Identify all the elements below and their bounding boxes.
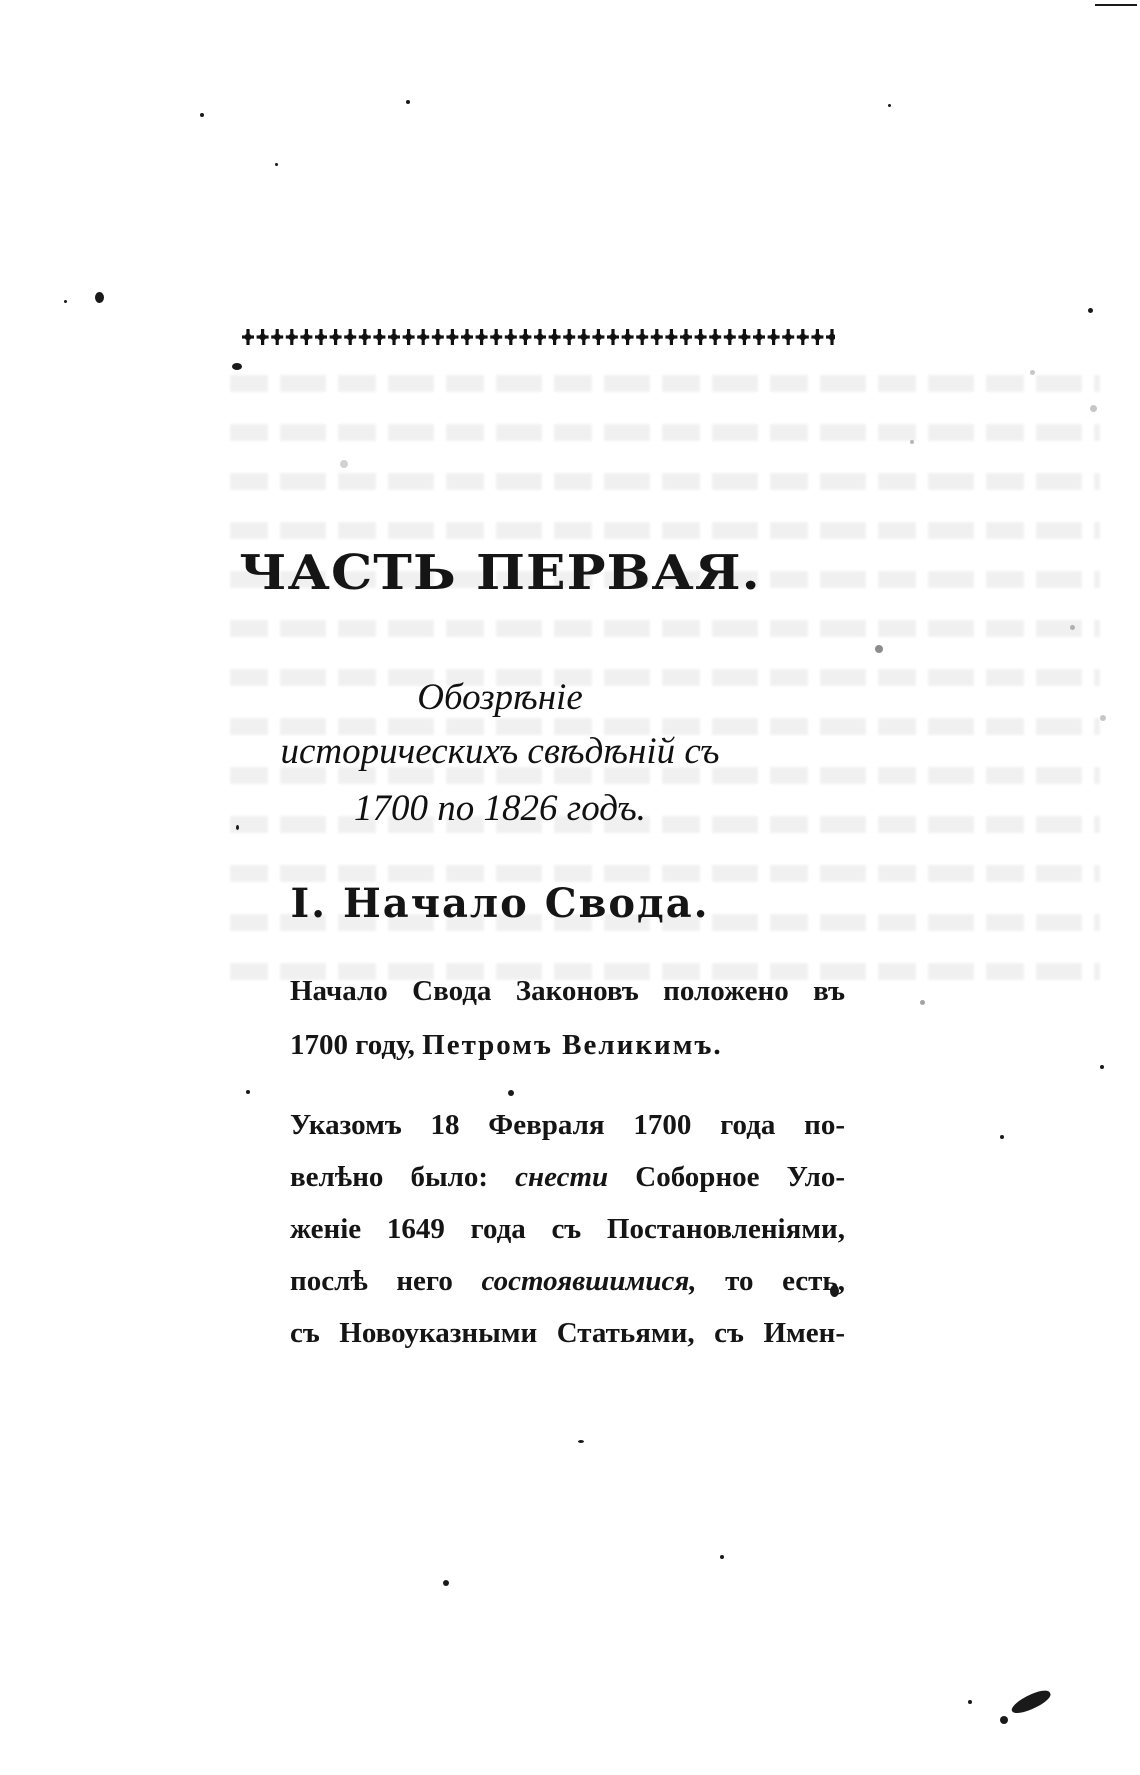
ornament-glyph (388, 329, 400, 345)
paragraph-1-line-1: Начало Свода Законовъ положено въ (290, 975, 845, 1007)
ornament-glyph (330, 329, 342, 345)
ornament-glyph (549, 329, 561, 345)
speck (1030, 370, 1035, 375)
part-title: ЧАСТЬ ПЕРВАЯ. (239, 545, 761, 601)
ornament-glyph (373, 329, 385, 345)
ornament-glyph (811, 329, 823, 345)
speck (95, 292, 104, 303)
ornament-glyph (578, 329, 590, 345)
ornament-glyph (622, 329, 634, 345)
ornament-glyph (432, 329, 444, 345)
speck (200, 113, 204, 117)
speck (64, 300, 67, 303)
paragraph-2-line-4 (290, 1263, 845, 1299)
ornament-glyph (505, 329, 517, 345)
speck (1090, 405, 1097, 412)
speck (508, 1090, 514, 1096)
show-through-text (230, 375, 1100, 1075)
speck (1000, 1716, 1008, 1724)
subtitle-line-1: Обозрѣніе (417, 677, 583, 718)
paragraph-2-text: послѣ него (290, 1265, 453, 1297)
emphasized-name: Петромъ Великимъ. (422, 1029, 723, 1061)
speck (920, 1000, 925, 1005)
speck (1100, 715, 1106, 721)
ornament-glyph (257, 329, 269, 345)
ornament-glyph (651, 329, 663, 345)
ornament-glyph (461, 329, 473, 345)
ornament-glyph (476, 329, 488, 345)
ornament-glyph (768, 329, 780, 345)
speck (232, 363, 242, 370)
speck (406, 100, 410, 104)
ornament-glyph (519, 329, 531, 345)
paragraph-2-text: то есть, (725, 1265, 846, 1297)
ornament-glyph (695, 329, 707, 345)
speck (1088, 308, 1093, 313)
ornament-glyph (826, 329, 835, 345)
emphasized-word: состоявшимися, (481, 1265, 697, 1297)
speck (1000, 1135, 1004, 1139)
ornament-glyph (680, 329, 692, 345)
speck (340, 460, 348, 468)
speck (888, 104, 891, 107)
speck (578, 1440, 584, 1443)
paragraph-2-line-1: Указомъ 18 Февраля 1700 года по- (290, 1109, 845, 1141)
ornament-glyph (344, 329, 356, 345)
ornament-glyph (665, 329, 677, 345)
paragraph-2-text: Соборное Уло- (635, 1161, 846, 1193)
ornament-glyph (797, 329, 809, 345)
ornament-glyph (271, 329, 283, 345)
emphasized-word: снести (515, 1161, 609, 1193)
speck (968, 1700, 972, 1704)
paragraph-2-text: велѣно было: (290, 1161, 489, 1193)
ornament-glyph (446, 329, 458, 345)
paragraph-2-line-2 (290, 1159, 845, 1195)
ornament-glyph (490, 329, 502, 345)
speck (275, 163, 278, 166)
paragraph-2-line-5: съ Новоуказными Статьями, съ Имен- (290, 1317, 845, 1349)
ornament-glyph (417, 329, 429, 345)
ornament-glyph (242, 329, 254, 345)
ornament-glyph (738, 329, 750, 345)
ornament-glyph (300, 329, 312, 345)
ornament-glyph (315, 329, 327, 345)
ornament-glyph (563, 329, 575, 345)
section-heading: I. Начало Свода. (290, 880, 710, 927)
ornament-glyph (636, 329, 648, 345)
paragraph-2-line-3: женіе 1649 года съ Постановленіями, (290, 1213, 845, 1245)
ornament-glyph (592, 329, 604, 345)
speck (1095, 4, 1137, 6)
speck (720, 1555, 724, 1559)
speck (910, 440, 914, 444)
subtitle-line-3: 1700 по 1826 годъ. (354, 788, 646, 829)
speck (1100, 1065, 1104, 1069)
ornament-glyph (534, 329, 546, 345)
ornament-glyph (753, 329, 765, 345)
speck (875, 645, 883, 653)
ornament-glyph (403, 329, 415, 345)
ornament-glyph (724, 329, 736, 345)
ornament-glyph (286, 329, 298, 345)
paragraph-1-text: 1700 году, (290, 1029, 415, 1061)
paragraph-1-line-2 (290, 1027, 845, 1063)
ornament-glyph (607, 329, 619, 345)
ornament-rule (240, 325, 835, 349)
speck (443, 1580, 449, 1586)
speck (1070, 625, 1075, 630)
subtitle-line-2: историческихъ свѣдѣній съ (280, 731, 720, 772)
speck (1009, 1686, 1053, 1718)
ornament-glyph (709, 329, 721, 345)
ornament-glyph (782, 329, 794, 345)
ornament-glyph (359, 329, 371, 345)
speck (246, 1090, 250, 1094)
